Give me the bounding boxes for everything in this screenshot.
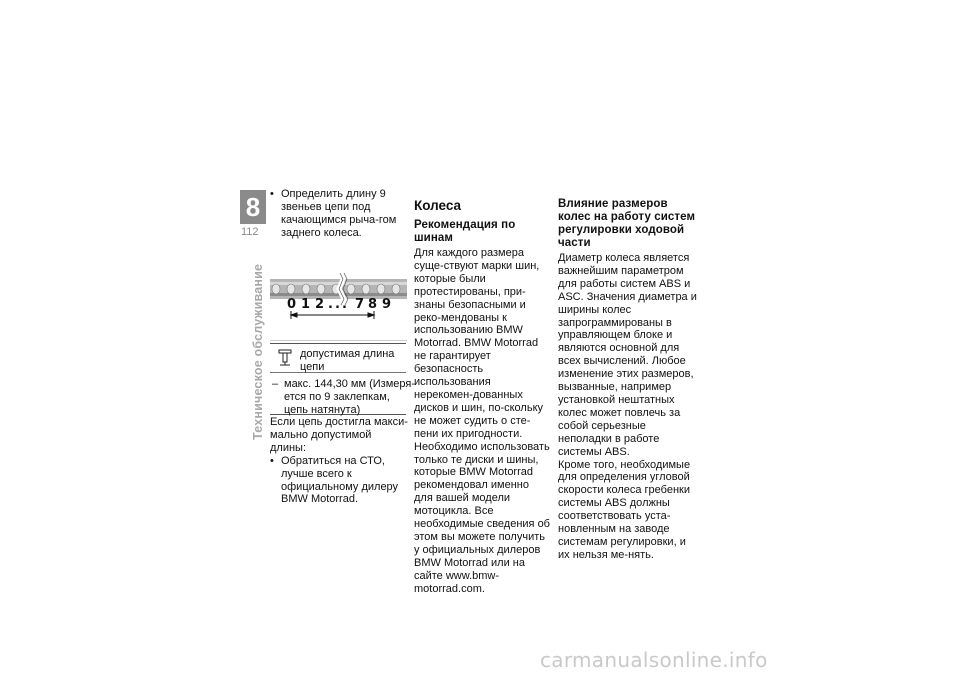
section-heading-wheels: Колеса xyxy=(414,198,462,213)
chain-label-7: 7 xyxy=(355,297,365,312)
column-1 xyxy=(270,188,408,240)
wrench-specification-icon xyxy=(278,349,292,367)
tyre-recommendation-text: Для каждого размера суще-ствуют марки шин, которые были протестированы, при-знаны безопасными и реко-мендованы к использованию BMW Motorrad. BMW Motorrad не гарантирует безопасность использования нерекомен-дованных дисков и шин, по-скольку не может судить о сте-пени их пригодности. Необходимо использовать только те диски и шины, которые BMW Motorrad рекомендовал именно для вашей модели мотоцикла. Все необходимые сведения об этом вы можете получить у официальных дилеров BMW Motorrad или на сайте www.bmw-motorrad.com. xyxy=(414,247,550,595)
watermark: carmanualsonline.info xyxy=(540,648,768,672)
chain-label-9: 9 xyxy=(382,297,392,312)
section-title-vertical: Техническое обслуживание xyxy=(251,263,265,440)
max-length-paragraph: Если цепь достигла макси-мально допустимой длины: xyxy=(270,416,408,454)
specification-box xyxy=(270,343,416,416)
column-2 xyxy=(414,198,550,595)
chain-label-dot-a: . xyxy=(328,297,333,312)
chain-label-0: 0 xyxy=(287,297,297,312)
specification-header xyxy=(270,344,406,373)
max-length-instructions xyxy=(270,416,410,506)
chain-label-dot-b: . xyxy=(335,297,340,312)
chain-label-dot-c: . xyxy=(342,297,347,312)
wheel-size-text-2: Кроме того, необходимые для определения угловой скорости колеса гребенки системы ABS должны соответствовать уста-новленным на заводе системам регулировки, и их нельзя ме-нять. xyxy=(558,458,691,561)
chain-label-1: 1 xyxy=(301,297,311,312)
chain-label-2: 2 xyxy=(315,297,325,312)
chain-label-8: 8 xyxy=(368,297,378,312)
instruction-bullet-measure: • Определить длину 9 звеньев цепи под качающимся рыча-гом заднего колеса. xyxy=(270,188,408,240)
subheading-wheel-size-influence: Влияние размеров колес на работу систем регулировки ходовой части xyxy=(558,198,696,249)
column-3 xyxy=(558,198,698,562)
page-number: 112 xyxy=(241,226,259,238)
subheading-tyre-recommendation: Рекомендация по шинам xyxy=(414,219,516,244)
instruction-bullet-dealer: • Обратиться на СТО, лучше всего к официальному дилеру BMW Motorrad. xyxy=(270,455,410,507)
wheel-size-text-1: Диаметр колеса является важнейшим параметром для работы систем ABS и ASC. Значения диаметра и ширины колес запрограммированы в управляющем блоке и являются основной для всех вычислений. Любое изменение этих размеров, вызванные, например установкой нештатных колес может повлечь за собой серьезные неполадки в работе системы ABS. xyxy=(558,252,697,458)
chain-illustration xyxy=(270,269,407,340)
specification-value: – макс. 144,30 мм (Измеря-ется по 9 заклепкам, цепь натянута) xyxy=(272,378,416,417)
chapter-number-badge: 8 xyxy=(240,190,266,224)
specification-label: допустимая длина цепи xyxy=(300,348,395,373)
chain-measurement-figure xyxy=(270,269,407,341)
